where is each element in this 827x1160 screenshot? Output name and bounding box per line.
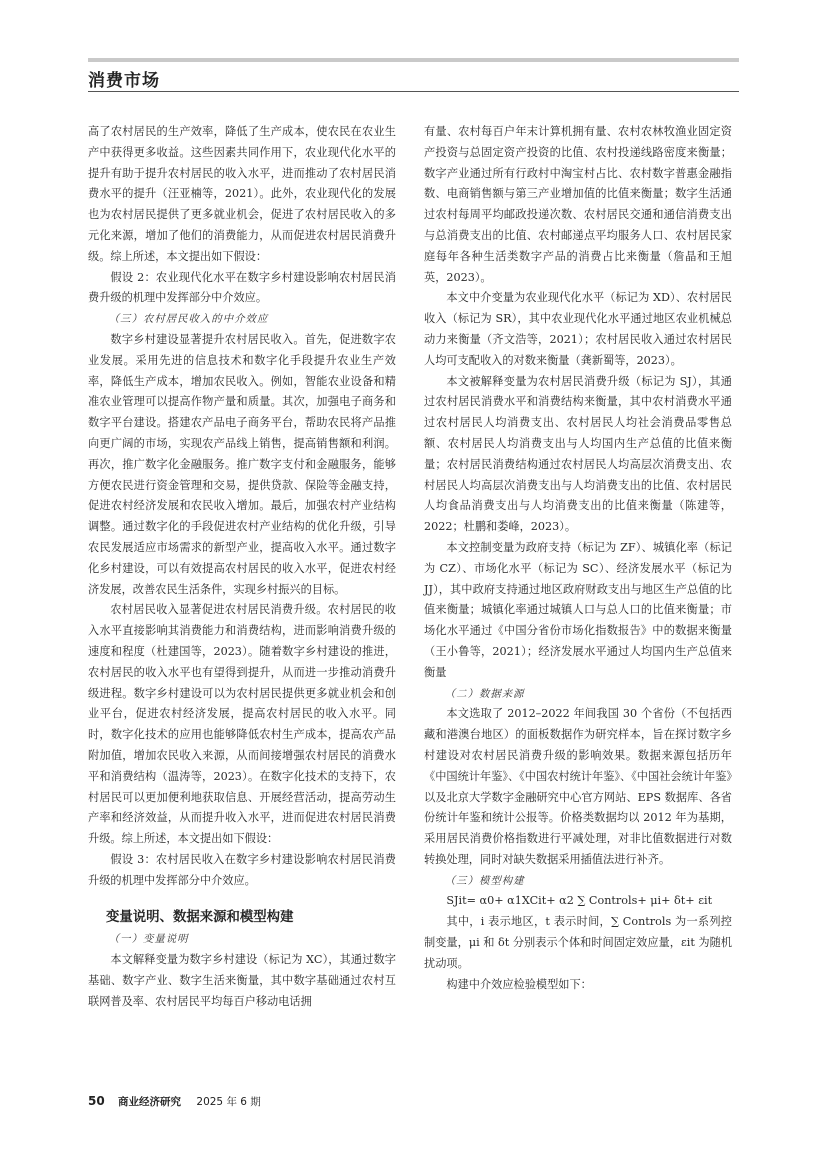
header-underline [88, 91, 739, 92]
paragraph: 假设 3：农村居民收入在数字乡村建设影响农村居民消费升级的机理中发挥部分中介效应。 [88, 852, 396, 887]
section-title: 消费市场 [88, 71, 160, 91]
paragraph: 其中，i 表示地区，t 表示时间，∑ Controls 为一系列控制变量，μi 和 δt 分别表示个体和时间固定效应量，εit 为随机扰动项。 [424, 915, 732, 970]
paragraph-continued: 有量、农村每百户年末计算机拥有量、农村农林牧渔业固定资产投资与总固定资产投资的比值、农村投递线路密度来衡量；数字产业通过所有行政村中淘宝村占比、农村数字普惠金融指数、电商销售额与第三产业增加值的比值来衡量；数字生活通过农村每周平均邮政投递次数、农村居民交通和通信消费支出与总消费支出的比值、农村邮递点平均服务人口、农村居民家庭每年各种生活类数字产品的消费占比来衡量（詹晶和王旭英，2023）。 [424, 125, 732, 284]
paragraph: 本文解释变量为数字乡村建设（标记为 XC），其通过数字基础、数字产业、数字生活来衡量，其中数字基础通过农村互联网普及率、农村居民平均每百户移动电话拥 [88, 953, 396, 1008]
issue-label: 2025 年 6 期 [196, 1096, 261, 1108]
paragraph: 本文控制变量为政府支持（标记为 ZF）、城镇化率（标记为 CZ）、市场化水平（标记为 SC）、经济发展水平（标记为 JJ），其中政府支持通过地区政府财政支出与地区生产总值的比值来衡量；城镇化率通过城镇人口与总人口的比值来衡量；市场化水平通过《中国分省份市场化指数报告》中的数据来衡量（王小鲁等，2021）；经济发展水平通过人均国内生产总值来衡量 [424, 540, 732, 679]
paragraph: 本文中介变量为农业现代化水平（标记为 XD）、农村居民收入（标记为 SR），其中农业现代化水平通过地区农业机械总动力来衡量（齐文浩等，2021）；农村居民收入通过农村居民人均可支配收入的对数来衡量（龚新蜀等，2023）。 [424, 291, 732, 367]
section-heading: 变量说明、数据来源和模型构建 [106, 910, 294, 926]
page-footer [88, 1094, 261, 1109]
journal-name: 商业经济研究 [118, 1096, 182, 1108]
page-number: 50 [88, 1094, 105, 1108]
paragraph: 农村居民收入显著促进农村居民消费升级。农村居民的收入水平直接影响其消费能力和消费结构，进而影响消费升级的速度和程度（杜建国等，2023）。随着数字乡村建设的推进，农村居民的收入水平也有望得到提升，从而进一步推动消费升级进程。数字乡村建设可以为农村居民提供更多就业机会和创业平台，促进农村经济发展，提高农村居民的收入水平。同时，数字化技术的应用也能够降低农村生产成本，提高农产品附加值，增加农民收入来源，从而间接增强农村居民的消费水平和消费结构（温涛等，2023）。在数字化技术的支持下，农村居民可以更加便利地获取信息、开展经营活动，提高劳动生产率和经济效益，从而提升收入水平，进而促进农村居民消费升级。综上所述，本文提出如下假设： [88, 603, 396, 846]
left-column [88, 122, 396, 1013]
paragraph: 本文选取了 2012–2022 年间我国 30 个省份（不包括西藏和港澳台地区）的面板数据作为研究样本，旨在探讨数字乡村建设对农村居民消费升级的影响效果。数据来源包括历年《中国统计年鉴》、《中国农村统计年鉴》、《中国社会统计年鉴》以及北京大学数字金融研究中心官方网站、EPS 数据库、各省份统计年鉴和统计公报等。价格类数据均以 2012 年为基期，采用居民消费价格指数进行平减处理，对非比值数据进行对数转换处理，同时对缺失数据采用插值法进行补齐。 [424, 707, 732, 866]
paragraph: 假设 2：农业现代化水平在数字乡村建设影响农村居民消费升级的机理中发挥部分中介效应。 [88, 270, 396, 305]
paragraph: 数字乡村建设显著提升农村居民收入。首先，促进数字农业发展。采用先进的信息技术和数字化手段提升农业生产效率，降低生产成本，增加农民收入。例如，智能农业设备和精准农业管理可以提高作物产量和质量。其次，加强电子商务和数字平台建设。搭建农产品电子商务平台，帮助农民将产品推向更广阔的市场，实现农产品线上销售，提高销售额和利润。再次，推广数字化金融服务。推广数字支付和金融服务，能够方便农民进行资金管理和交易，提供贷款、保险等金融支持，促进农村经济发展和农民收入增加。最后，加强农村产业结构调整。通过数字化的手段促进农村产业结构的优化升级，引导农民发展适应市场需求的新型产业，提高收入水平。通过数字化乡村建设，可以有效提高农村居民的收入水平，促进农村经济发展，改善农民生活条件，实现乡村振兴的目标。 [88, 332, 396, 596]
subsection-heading: （三）农村居民收入的中介效应 [108, 313, 269, 326]
paragraph-continued: 高了农村居民的生产效率，降低了生产成本，使农民在农业生产中获得更多收益。这些因素共同作用下，农业现代化水平的提升有助于提升农村居民的收入水平，进而推动了农村居民消费水平的提升（汪亚楠等，2021）。此外，农业现代化的发展也为农村居民提供了更多就业机会，促进了农村居民收入的多元化来源，增加了他们的消费能力，从而促进农村居民消费升级。综上所述，本文提出如下假设： [88, 125, 396, 263]
equation: SJit= α0+ α1XCit+ α2 ∑ Controls+ μi+ δt+ εit [446, 894, 713, 908]
subsection-heading: （二）数据来源 [444, 687, 525, 700]
subsection-heading: （三）模型构建 [444, 874, 525, 887]
paragraph: 本文被解释变量为农村居民消费升级（标记为 SJ），其通过农村居民消费水平和消费结构来衡量，其中农村消费水平通过农村居民人均消费支出、农村居民人均社会消费品零售总额、农村居民人均消费支出与人均国内生产总值的比值来衡量；农村居民消费结构通过农村居民人均高层次消费支出、农村居民人均高层次消费支出与人均消费支出的比值、农村居民人均食品消费支出与人均消费支出的比值来衡量（陈建等，2022；杜鹏和娄峰，2023）。 [424, 374, 732, 534]
paragraph: 构建中介效应检验模型如下： [446, 977, 592, 991]
header-top-rule [88, 58, 739, 62]
subsection-heading: （一）变量说明 [108, 933, 189, 946]
right-column [424, 122, 732, 995]
